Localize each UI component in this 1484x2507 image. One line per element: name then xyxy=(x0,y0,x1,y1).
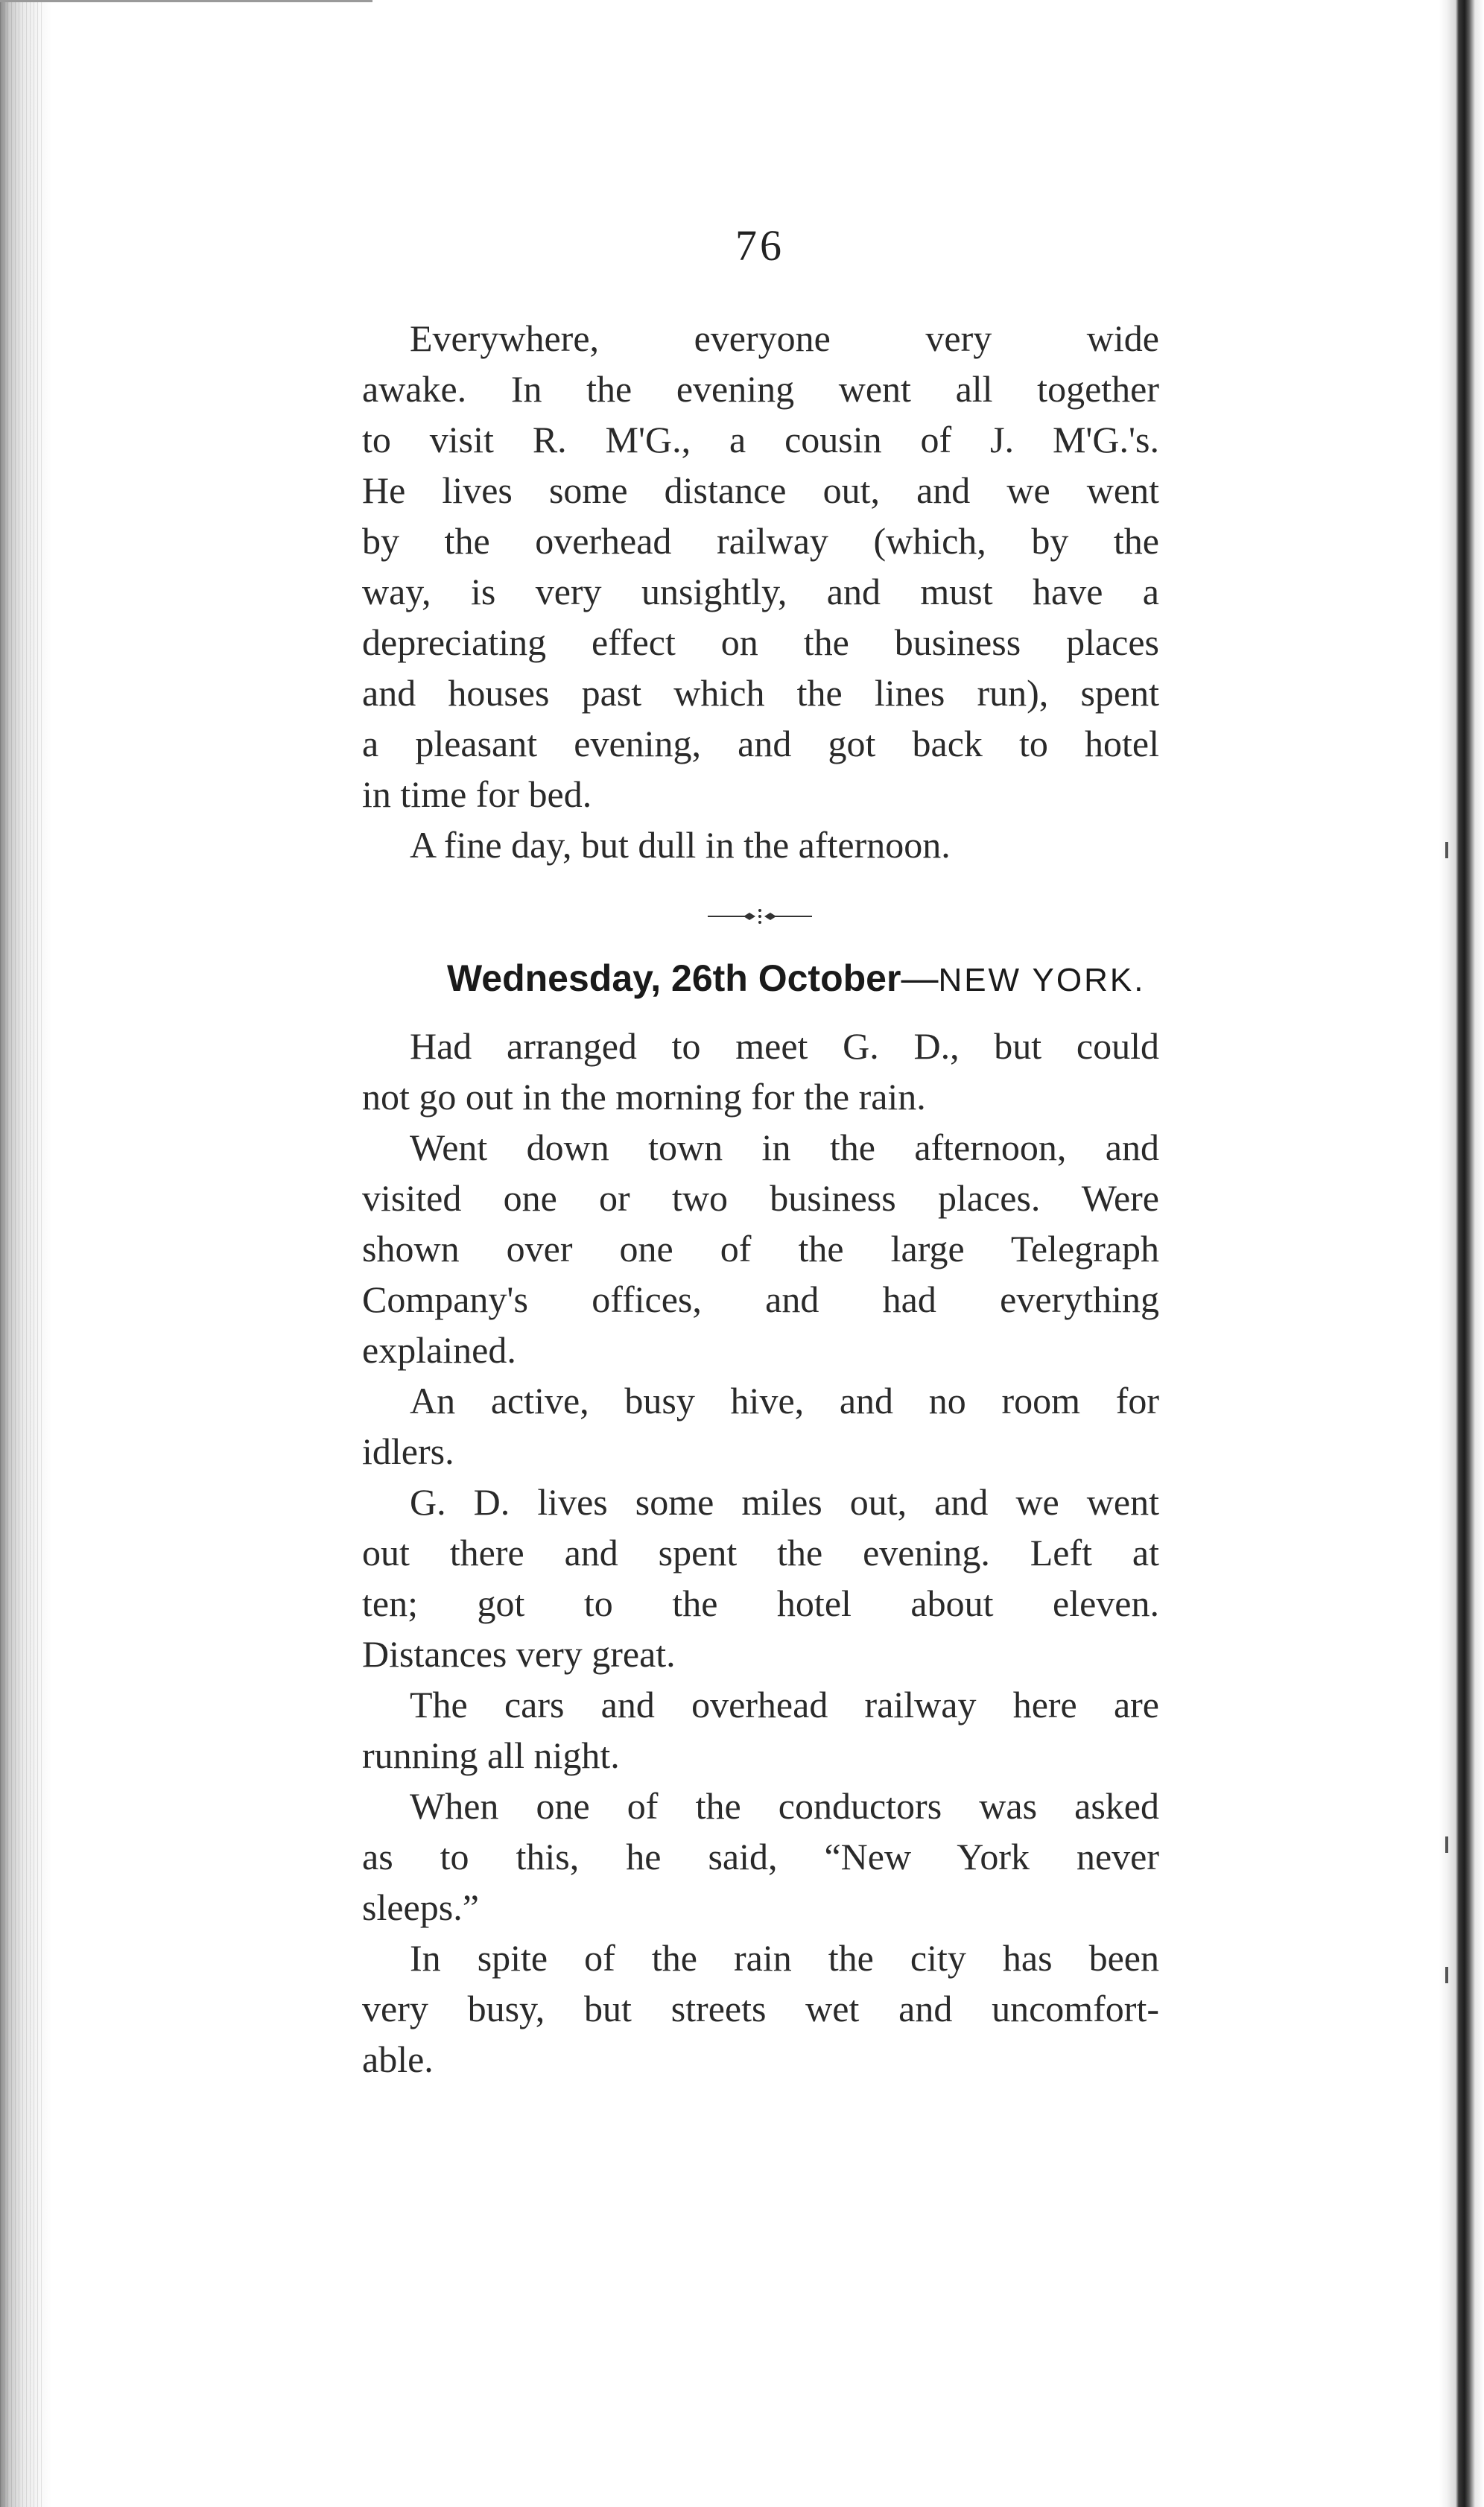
entry-date: Wednesday, 26th October xyxy=(447,957,901,999)
text-line: in time for bed. xyxy=(362,773,592,815)
entry-text xyxy=(362,1021,1159,2085)
text-line: running all night. xyxy=(362,1734,620,1776)
text-line: way, is very unsightly, and must have a xyxy=(362,571,1159,612)
text-line: able. xyxy=(362,2038,434,2080)
page-number: 76 xyxy=(735,221,784,270)
entry-heading xyxy=(447,957,1146,1000)
text-line: G. D. lives some miles out, and we went xyxy=(410,1481,1159,1523)
text-line: explained. xyxy=(362,1329,516,1371)
edge-mark xyxy=(1445,1967,1448,1983)
text-line: idlers. xyxy=(362,1430,454,1472)
text-line: not go out in the morning for the rain. xyxy=(362,1076,926,1118)
text-line: to visit R. M'G., a cousin of J. M'G.'s. xyxy=(362,419,1159,460)
text-line: out there and spent the evening. Left at xyxy=(362,1532,1159,1573)
text-line: shown over one of the large Telegraph xyxy=(362,1228,1159,1270)
text-line: The cars and overhead railway here are xyxy=(410,1684,1159,1725)
text-line: as to this, he said, “New York never xyxy=(362,1836,1159,1877)
text-line: An active, busy hive, and no room for xyxy=(410,1380,1159,1422)
right-page-edge xyxy=(1439,0,1484,2507)
ornament-divider xyxy=(700,901,819,931)
heading-dash: — xyxy=(901,957,939,999)
text-line: A fine day, but dull in the afternoon. xyxy=(410,824,951,866)
text-line: depreciating effect on the business places xyxy=(362,621,1159,663)
text-line: Distances very great. xyxy=(362,1633,676,1675)
text-line: He lives some distance out, and we went xyxy=(362,469,1159,511)
page-stack-lines xyxy=(0,0,45,2507)
text-line: very busy, but streets wet and uncomfort- xyxy=(362,1988,1159,2029)
text-line: Company's offices, and had everything xyxy=(362,1278,1159,1320)
text-line: by the overhead railway (which, by the xyxy=(362,520,1159,562)
text-line: sleeps.” xyxy=(362,1886,479,1928)
text-line: visited one or two business places. Were xyxy=(362,1177,1159,1219)
text-line: When one of the conductors was asked xyxy=(410,1785,1159,1827)
text-line: Everywhere, everyone very wide xyxy=(410,317,1159,359)
entry-text-previous xyxy=(362,313,1159,870)
entry-place: NEW YORK. xyxy=(938,962,1146,998)
text-line: ten; got to the hotel about eleven. xyxy=(362,1582,1159,1624)
edge-mark xyxy=(1445,1836,1448,1853)
text-line: In spite of the rain the city has been xyxy=(410,1937,1159,1979)
top-edge xyxy=(0,0,372,2)
text-line: Went down town in the afternoon, and xyxy=(410,1126,1159,1168)
edge-mark xyxy=(1445,842,1448,858)
text-line: awake. In the evening went all together xyxy=(362,368,1159,410)
text-line: a pleasant evening, and got back to hotel xyxy=(362,723,1159,764)
text-line: and houses past which the lines run), spent xyxy=(362,672,1159,714)
text-line: Had arranged to meet G. D., but could xyxy=(410,1025,1159,1067)
